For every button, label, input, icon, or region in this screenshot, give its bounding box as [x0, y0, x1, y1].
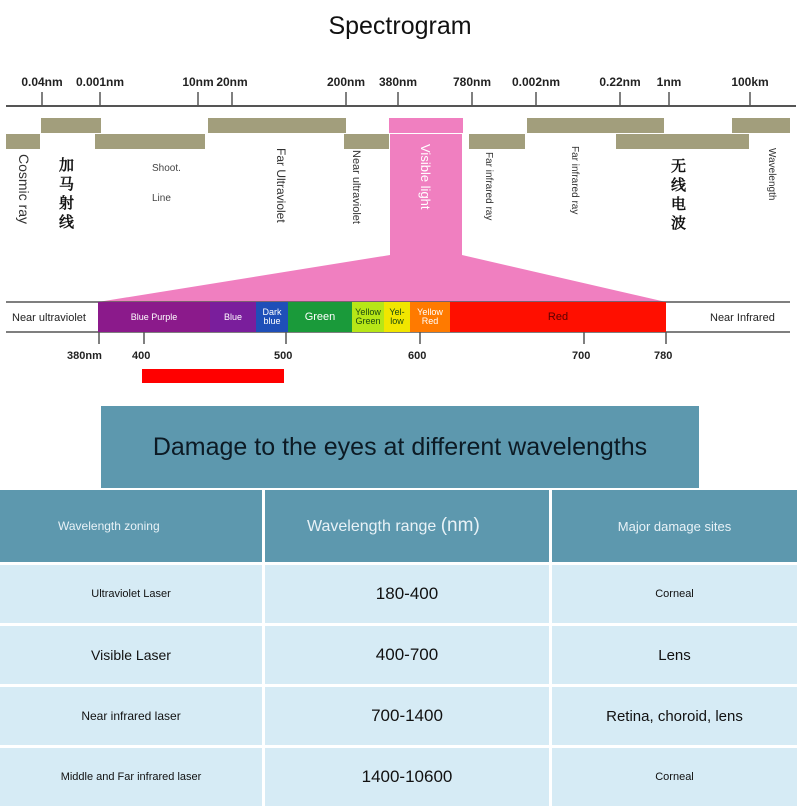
scale-tick-label: 0.22nm [599, 75, 641, 89]
band-label-cosmic: Cosmic ray [16, 154, 32, 225]
band-label-shoot: Shoot. [152, 163, 181, 174]
scale-tick-label: 0.04nm [21, 75, 63, 89]
row-site: Retina, choroid, lens [551, 686, 799, 747]
band-label-wavelength: Wavelength [766, 148, 777, 201]
row-zone: Middle and Far infrared laser [0, 747, 264, 808]
header-range [264, 490, 551, 564]
scale-tick-label: 0.002nm [511, 75, 561, 89]
highlight-red-bar [142, 369, 284, 383]
table-header-row [0, 490, 799, 564]
damage-table [0, 490, 800, 800]
scale-tick-label: 20nm [216, 75, 248, 89]
spectrum-segment: Yellow Green [352, 302, 384, 332]
strip-tick-label: 400 [132, 350, 151, 362]
spectrum-segment: Yel-low [384, 302, 410, 332]
row-range: 400-700 [264, 625, 551, 686]
strip-tick-label: 700 [572, 350, 591, 362]
scale-tick-label: 780nm [452, 75, 492, 89]
row-range: 1400-10600 [264, 747, 551, 808]
funnel-shape [98, 134, 666, 302]
row-range: 700-1400 [264, 686, 551, 747]
spectrum-segment: Blue Purple [98, 302, 210, 332]
spectrum-segment: Dark blue [256, 302, 288, 332]
spectrum-segment: Red [450, 302, 666, 332]
row-site: Corneal [551, 564, 799, 625]
strip-right-label: Near Infrared [710, 312, 775, 324]
band-label-far-ir-2: Far infrared ray [569, 146, 580, 215]
damage-heading: Damage to the eyes at different wavelengths [152, 432, 648, 461]
scale-tick-label: 100km [731, 75, 769, 89]
damage-heading-box [101, 406, 699, 488]
band-label-line: Line [152, 193, 171, 204]
header-range-text: Wavelength range [307, 518, 437, 535]
visible-spectrum-strip [98, 302, 666, 332]
spectrum-segment: Yellow Red [410, 302, 450, 332]
header-range-unit: (nm) [440, 515, 480, 536]
strip-tick-label: 380nm [67, 350, 102, 362]
page-title: Spectrogram [328, 12, 472, 40]
row-range: 180-400 [264, 564, 551, 625]
band-label-radio: 无线电波 [669, 158, 687, 234]
row-site: Corneal [551, 747, 799, 808]
spectrum-segment: Green [288, 302, 352, 332]
strip-tick-label: 500 [274, 350, 293, 362]
row-zone: Visible Laser [0, 625, 264, 686]
table-row [0, 625, 799, 686]
scale-tick-label: 200nm [326, 75, 366, 89]
header-zoning: Wavelength zoning [0, 490, 264, 564]
table-row [0, 564, 799, 625]
band-label-far-ir: Far infrared ray [483, 152, 494, 221]
band-label-far-uv: Far Ultraviolet [274, 148, 288, 223]
table-row [0, 747, 799, 808]
scale-tick-label: 0.001nm [75, 75, 125, 89]
scale-tick-label: 1nm [656, 75, 682, 89]
strip-tick-label: 600 [408, 350, 427, 362]
spectrum-segment: Blue [210, 302, 256, 332]
scale-tick-label: 10nm [182, 75, 214, 89]
row-zone: Ultraviolet Laser [0, 564, 264, 625]
strip-left-label: Near ultraviolet [12, 312, 86, 324]
header-sites: Major damage sites [551, 490, 799, 564]
strip-tick-label: 780 [654, 350, 673, 362]
band-label-near-uv: Near ultraviolet [350, 150, 362, 224]
row-site: Lens [551, 625, 799, 686]
band-label-gamma: 加马射线 [57, 157, 75, 233]
band-label-visible: Visible light [418, 144, 433, 210]
scale-tick-label: 380nm [378, 75, 418, 89]
table-row [0, 686, 799, 747]
row-zone: Near infrared laser [0, 686, 264, 747]
visible-light-funnel [0, 0, 800, 310]
